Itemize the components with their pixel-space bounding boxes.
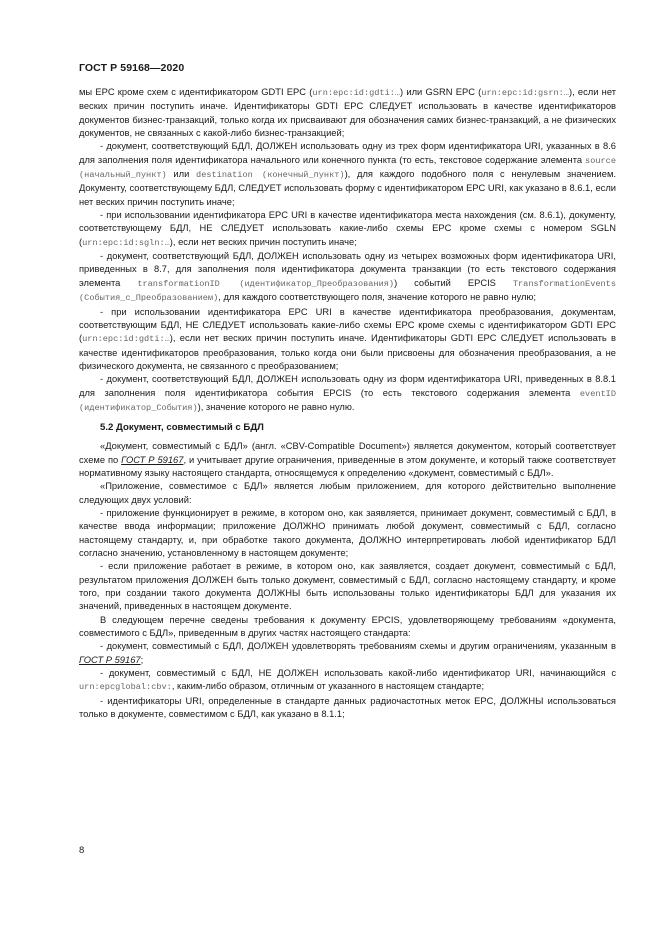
list-item-transformation-id: - документ, соответствующий БДЛ, ДОЛЖЕН использовать одну из четырех возможных форм идентификатора URI, приведенных в 8.7, для заполнения поля идентификатора документа транзакции (то есть текстового содержания элемента transformationID (идентификатор_Преобразования)) событий EPCIS TransformationEvents (События_с_Преобразованием), для каждого соответствующего поля, значение которого не равно нулю;: [79, 251, 617, 304]
list-item-transformation-gdti: - при использовании идентификатора EPC URI в качестве идентификатора преобразования, документам, соответствующим БДЛ, НЕ СЛЕДУЕТ использовать какие-либо схемы EPC кроме схемы с идентификатором GDTI EPC (urn:epc:id:gdti:…), если нет веских причин поступить иначе. Идентификаторы GDTI EPC СЛЕДУЕТ использовать в качестве идентификаторов преобразования, только когда они были присвоены для обозначения преобразования, а не физического документа, не связанного с преобразованием;: [79, 306, 616, 371]
code-urn-cbv: urn:epcglobal:cbv:: [79, 682, 172, 693]
code-transformation-events: TransformationEvents (События_с_Преобразованием): [79, 278, 617, 304]
paragraph-definition-application: «Приложение, совместимое с БДЛ» является любым приложением, для которого действительно выполнение следующих двух условий:: [79, 481, 616, 505]
list-item-accept-mode: - приложение функционирует в режиме, в котором оно, как заявляется, принимает документ, совместимый с БДЛ, в качестве ввода информации; приложение ДОЛЖНО принимать любой документ, совместимый с БДЛ, согласно настоящему стандарту, и, при обработке такого документа, ДОЛЖНО интерпретировать любой идентификатор БДЛ согласно значению, установленному в настоящем документе;: [79, 507, 616, 558]
standard-header: ГОСТ Р 59168—2020: [79, 62, 185, 74]
list-item-schema: - документ, совместимый с БДЛ, ДОЛЖЕН удовлетворять требованиям схемы и другим ограничениям, указанным в ГОСТ Р 59167;: [79, 641, 616, 665]
code-event-id: eventID (идентификатор_События): [79, 388, 616, 413]
list-item-urn-cbv: - документ, совместимый с БДЛ, НЕ ДОЛЖЕН использовать какой-либо идентификатор URI, начинающийся с urn:epcglobal:cbv:, каким-либо образом, отличным от указанного в настоящем стандарте;: [79, 668, 616, 693]
page-body: [79, 86, 616, 721]
list-item-epc-tags: - идентификаторы URI, определенные в стандарте данных радиочастотных меток EPC, ДОЛЖНЫ использоваться только в документе, совместимом с БДЛ, как указано в 8.1.1;: [79, 695, 616, 720]
paragraph-continuation: мы EPC кроме схем с идентификатором GDTI EPC (urn:epc:id:gdti:…) или GSRN EPC (urn:epc:id:gsrn:…), если нет веских причин поступить иначе. Идентификаторы GDTI EPC СЛЕДУЕТ использовать в качестве идентификаторов документов бизнес-транзакций, только когда их присваивают для обозначения самих бизнес-транзакций, а не физических документов, не связанных с какой-либо бизнес-транзакцией;: [79, 87, 616, 139]
code-destination: destination (конечный_пункт): [196, 170, 345, 181]
paragraph-definition-document: «Документ, совместимый с БДЛ» (англ. «CBV-Compatible Document») является документом, который соответствует схеме по ГОСТ Р 59167, и учитывает другие ограничения, приведенные в этом документе, и который также соответствует нормативному языку настоящего стандарта, относящемуся к определению «документ, совместимый с БДЛ».: [79, 441, 616, 478]
urn-sgln: urn:epc:id:sgln:…: [82, 237, 170, 248]
paragraph-requirements-intro: В следующем перечне сведены требования к документу EPCIS, удовлетворяющему требованиям «документа, совместимого с БДЛ», приведенным в других частях настоящего стандарта:: [79, 614, 616, 639]
urn-gdti: urn:epc:id:gdti:…: [312, 88, 401, 98]
section-title: 5.2 Документ, совместимый с БДЛ: [100, 422, 264, 434]
urn-gdti-2: urn:epc:id:gdti:…: [82, 334, 170, 345]
reference-gost-59167-2[interactable]: ГОСТ Р 59167: [79, 654, 141, 665]
urn-gsrn: urn:epc:id:gsrn:…: [481, 88, 569, 98]
list-item-location-uri: - документ, соответствующий БДЛ, ДОЛЖЕН использовать одну из трех форм идентификатора URI, указанных в 8.6 для заполнения поля идентификатора начального или конечного пункта (то есть, текстовое содержание элемента source (начальный_пункт) или destination (конечный_пункт)), для каждого подобного поля с ненулевым значением. Документу, соответствующему БДЛ, СЛЕДУЕТ использовать форму с идентификатором EPC URI, как указано в 8.6.1, если нет веских причин поступить иначе;: [79, 141, 616, 207]
list-item-sgln: - при использовании идентификатора EPC URI в качестве идентификатора места нахождения (см. 8.6.1), документу, соответствующему БДЛ, НЕ СЛЕДУЕТ использовать какие-либо схемы EPC кроме схемы с номером SGLN (urn:epc:id:sgln:…), если нет веских причин поступить иначе;: [79, 210, 616, 248]
page-number: 8: [79, 845, 85, 856]
code-transformation-id: transformationID (идентификатор_Преобразования): [137, 278, 395, 289]
list-item-event-id: - документ, соответствующий БДЛ, ДОЛЖЕН использовать одну из форм идентификатора URI, приведенных в 8.8.1 для заполнения поля идентификатора события EPCIS (то есть текстового содержания элемента eventID (идентификатор_События)), значение которого не равно нулю.: [79, 374, 616, 413]
code-source: source (начальный_пункт): [79, 155, 616, 181]
list-item-create-mode: - если приложение работает в режиме, в котором оно, как заявляется, создает документ, совместимый с БДЛ, результатом приложения ДОЛЖЕН быть только документ, совместимый с БДЛ, согласно настоящему стандарту, и кроме того, при создании такого документа ДОЛЖНЫ быть использованы только идентификаторы БДЛ для указания их значений, приведенных в настоящем документе.: [79, 561, 616, 612]
reference-gost-59167[interactable]: ГОСТ Р 59167: [121, 454, 184, 465]
